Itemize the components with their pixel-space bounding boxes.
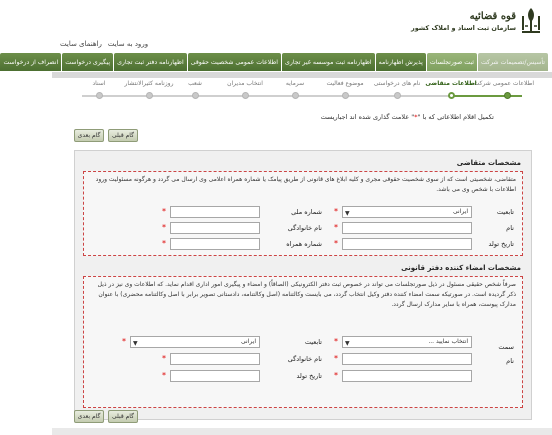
logo-title: قوه قضائیه: [469, 10, 516, 22]
step-managers[interactable]: انتخاب مدیران: [218, 80, 272, 99]
form-panel: [74, 150, 532, 420]
position-select[interactable]: انتخاب نمایید ... ▼: [342, 336, 472, 348]
tab-track-request[interactable]: پیگیری درخواست: [62, 53, 113, 71]
signer-box: [83, 276, 523, 408]
required-star: *: [334, 239, 338, 248]
required-star: *: [162, 223, 166, 232]
step-applicant-info[interactable]: اطلاعات متقاضی: [424, 80, 478, 99]
step-dot: [242, 92, 249, 99]
required-hint: تکمیل اقلام اطلاعاتی که با "*" علامت گذاری شده اند اجباریست: [320, 113, 494, 121]
label-mobile: شماره همراه: [286, 240, 322, 248]
required-star: *: [334, 371, 338, 380]
tab-minutes[interactable]: ثبت صورتجلسات: [427, 53, 477, 71]
help-link[interactable]: راهنمای سایت: [60, 40, 102, 48]
tab-commercial-office[interactable]: اظهارنامه دفتر ثبت تجاری: [114, 53, 187, 71]
label-national-id: شماره ملی: [291, 208, 322, 216]
signer-section-title: مشخصات امضاء کننده دفتر قانونی: [401, 264, 521, 272]
label-last-name: نام خانوادگی: [287, 355, 322, 363]
applicant-box: [83, 171, 523, 256]
national-id-input[interactable]: [170, 206, 260, 218]
next-step-button-bottom[interactable]: گام بعدی: [74, 410, 104, 423]
prev-step-button-top[interactable]: گام قبلی: [108, 129, 138, 142]
first-name-input[interactable]: [342, 222, 472, 234]
label-birth-date: تاریخ تولد: [488, 240, 514, 248]
nationality-select[interactable]: ایرانی ▼: [342, 206, 472, 218]
label-last-name: نام خانوادگی: [287, 224, 322, 232]
signer-extra-input[interactable]: [342, 370, 472, 382]
tab-underline: [52, 72, 552, 78]
step-dot: [96, 92, 103, 99]
label-birth-date: تاریخ تولد: [296, 372, 322, 380]
login-link[interactable]: ورود به سایت: [107, 40, 149, 48]
last-name-input[interactable]: [170, 222, 260, 234]
step-documents[interactable]: اسناد: [72, 80, 126, 99]
required-star: *: [334, 207, 338, 216]
label-first-name: نام: [506, 357, 514, 365]
chevron-down-icon: ▼: [133, 340, 138, 347]
header-links: [60, 40, 148, 48]
required-star: *: [162, 371, 166, 380]
step-company-info[interactable]: اطلاعات عمومی شرکت: [480, 80, 534, 99]
site-logo[interactable]: [411, 6, 542, 36]
label-nationality: تابعیت: [496, 208, 514, 216]
signer-notice: صرفاً شخص حقیقی مسئول در ذیل صورتجلسات می تواند در خصوص ثبت دفتر الکترونیکی (الصاقاً) و امضاء و پیگیری امور اداری اقدام نماید. که اطلاعات وی نیز در ذیل ذکر گردیده است. در صورتیکه سمت امضاء کننده دفتر وکیل انتخاب گردد، می بایست وکالتنامه (اصل وکالتنامه، دادستانی تصویر برابر با اصل وکالتنامه محضری) با عنوان مدارک پیوست، همراه با سایر مدارک ارسال گردد.: [97, 281, 516, 308]
step-activity-subject[interactable]: موضوع فعالیت: [318, 80, 372, 99]
step-capital[interactable]: سرمایه: [268, 80, 322, 99]
step-dot: [342, 92, 349, 99]
required-star: *: [162, 207, 166, 216]
step-dot: [504, 92, 511, 99]
next-step-button-top[interactable]: گام بعدی: [74, 129, 104, 142]
step-dot: [394, 92, 401, 99]
tab-establishment[interactable]: تأسیس/تصمیمات شرکت: [478, 53, 548, 71]
tab-declaration-acceptance[interactable]: پذیرش اظهارنامه: [376, 53, 426, 71]
required-star: *: [334, 223, 338, 232]
step-requested-names[interactable]: نام های درخواستی: [370, 80, 424, 99]
main-nav-tabs: [3, 52, 552, 72]
applicant-section-title: مشخصات متقاضی: [456, 159, 521, 167]
required-star: *: [334, 354, 338, 363]
signer-last-name-input[interactable]: [170, 353, 260, 365]
step-branches[interactable]: شعب: [168, 80, 222, 99]
step-dot: [192, 92, 199, 99]
tab-nonprofit-declaration[interactable]: اظهارنامه ثبت موسسه غیر تجاری: [282, 53, 375, 71]
tab-legal-entity-info[interactable]: اطلاعات عمومی شخصیت حقوقی: [188, 53, 281, 71]
footer-strip: [52, 428, 552, 435]
birth-date-input[interactable]: [342, 238, 472, 250]
step-dot: [146, 92, 153, 99]
step-dot: [292, 92, 299, 99]
label-nationality: تابعیت: [304, 338, 322, 346]
prev-step-button-bottom[interactable]: گام قبلی: [108, 410, 138, 423]
logo-subtitle: سازمان ثبت اسناد و املاک کشور: [410, 23, 516, 32]
step-newspaper[interactable]: روزنامه کثیرالانتشار: [122, 80, 176, 99]
emblem-icon: [520, 6, 542, 36]
step-dot: [448, 92, 455, 99]
chevron-down-icon: ▼: [345, 340, 350, 347]
mobile-input[interactable]: [170, 238, 260, 250]
label-first-name: نام: [506, 224, 514, 232]
tab-cancel-request[interactable]: انصراف از درخواست: [0, 53, 61, 71]
signer-first-name-input[interactable]: [342, 353, 472, 365]
site-header: [52, 0, 552, 52]
chevron-down-icon: ▼: [345, 210, 350, 217]
required-star: *: [122, 337, 126, 346]
required-star: *: [334, 337, 338, 346]
wizard-steps: [82, 80, 534, 112]
applicant-notice: متقاضی، شخصیتی است که از سوی شخصیت حقوقی مجری و کلیه ابلاغ های قانونی از طریق پیامک یا شماره همراه اعلامی وی ارسال می گردد و هرگونه مسئولیت ورود اطلاعات با شخص وی می باشد.: [95, 176, 516, 193]
signer-nationality-select[interactable]: ایرانی ▼: [130, 336, 260, 348]
required-star: *: [162, 354, 166, 363]
signer-birth-date-input[interactable]: [170, 370, 260, 382]
label-position: سمت: [498, 343, 514, 351]
required-star: *: [162, 239, 166, 248]
